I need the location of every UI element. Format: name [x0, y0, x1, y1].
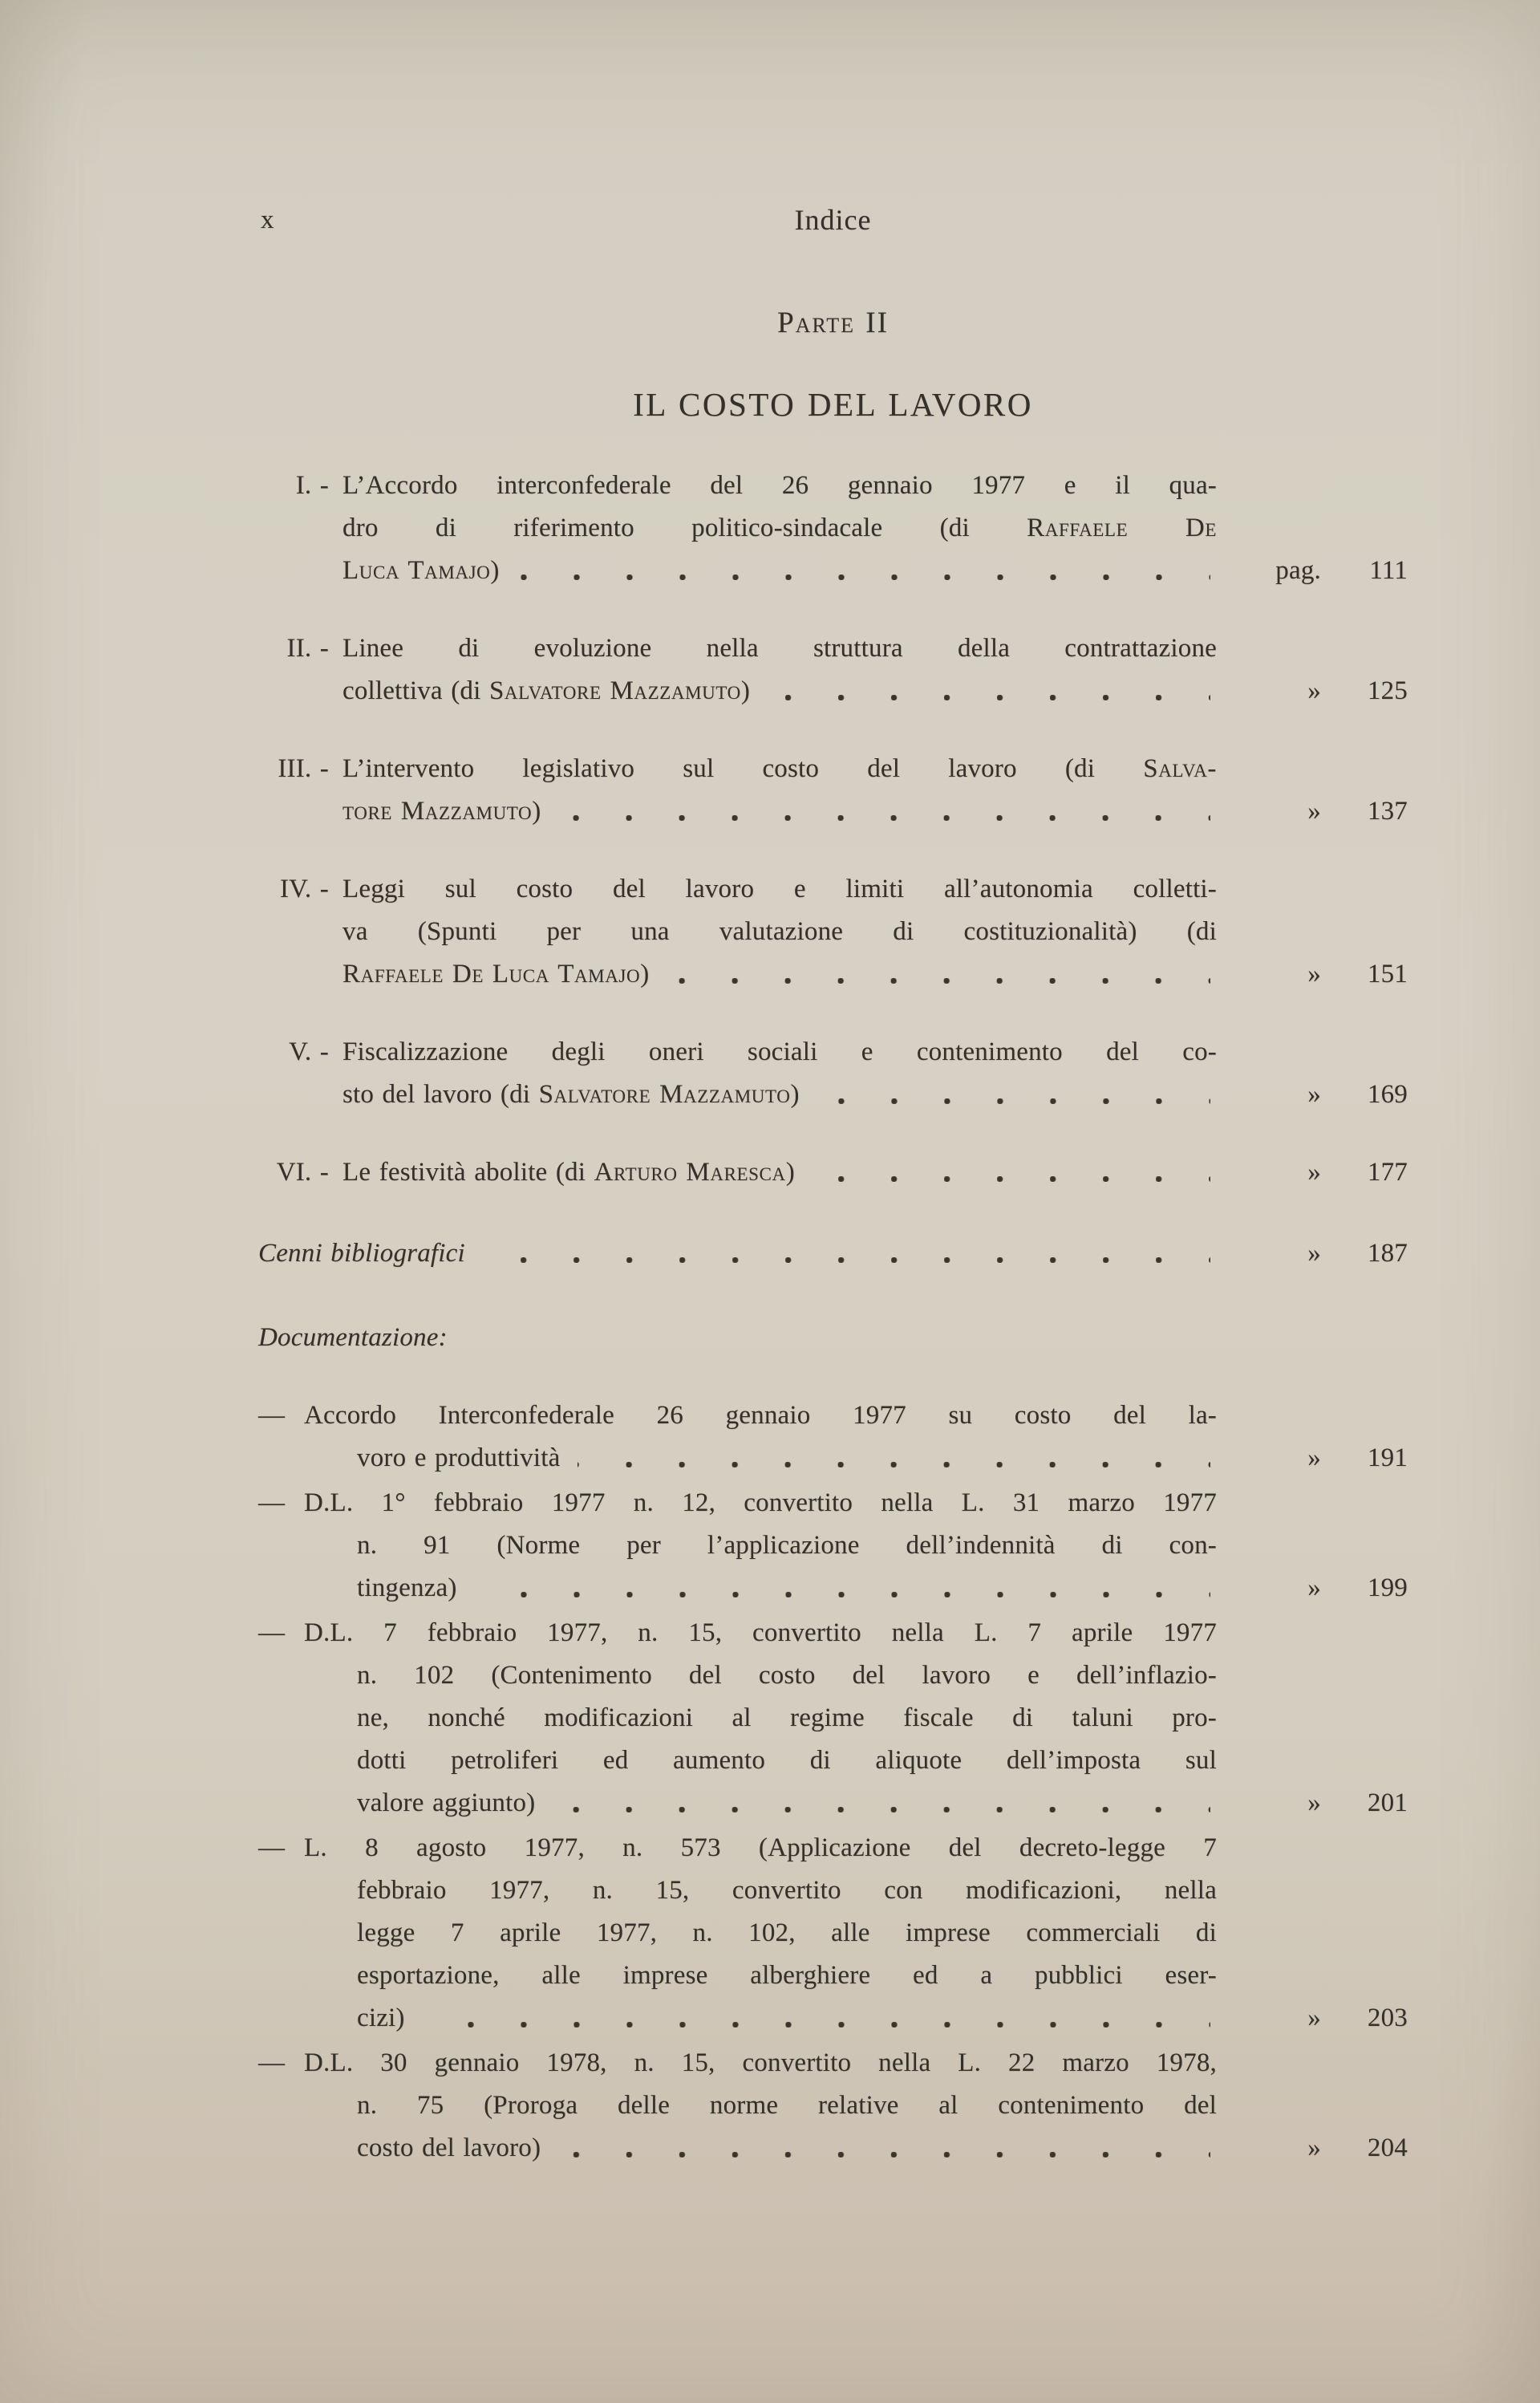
entry-roman-numeral: I. - [295, 471, 329, 500]
toc-entry [258, 1827, 1408, 2040]
author-name: Salva- [1143, 754, 1217, 783]
dot-leader [817, 1074, 1210, 1116]
entry-run: ) [640, 960, 650, 988]
page-ref-label: » [1307, 1573, 1321, 1602]
entry-run: Le festività abolite (di [342, 1158, 594, 1187]
author-name: Raffaele De Luca Tamajo [342, 960, 641, 988]
entry-line [357, 2127, 1217, 2170]
entry-line [357, 1869, 1217, 1912]
entry-line [357, 1437, 1217, 1480]
entry-line [342, 868, 1217, 911]
entry-run: ) [490, 556, 500, 585]
dot-leader [483, 1232, 1210, 1275]
page-ref-label: » [1307, 1080, 1321, 1109]
entry-dash-marker: — [258, 2048, 286, 2077]
entry-line [342, 550, 1217, 592]
entry-run: D.L. 30 gennaio 1978, n. 15, convertito nella L. 22 marzo 1978, [304, 2048, 1217, 2077]
part-heading: Parte II [777, 306, 889, 339]
dot-leader [667, 953, 1210, 996]
entry-line [258, 1317, 1408, 1359]
page-header [258, 199, 1408, 242]
entry-run: ) [740, 676, 751, 705]
page-ref-label: » [1307, 676, 1321, 705]
entry-line [342, 627, 1217, 670]
entry-run: collettiva (di [342, 676, 489, 705]
entry-run: Accordo Interconfederale 26 gennaio 1977 su costo del la- [304, 1401, 1217, 1430]
toc-entry [258, 627, 1408, 712]
dot-leader [475, 1567, 1210, 1609]
entry-dash-marker: — [258, 1833, 286, 1862]
toc-entry [258, 1482, 1408, 1609]
page-number: 191 [1367, 1443, 1408, 1472]
page-content [258, 199, 1408, 2170]
toc-entries [258, 465, 1408, 2170]
entry-run: D.L. 1° febbraio 1977 n. 12, convertito nella L. 31 marzo 1977 [304, 1488, 1217, 1517]
entry-line [342, 1074, 1217, 1116]
entry-run: voro e produttività [357, 1443, 561, 1472]
page-number: 187 [1367, 1239, 1408, 1268]
entry-dash-marker: — [258, 1618, 286, 1647]
section-title: IL COSTO DEL LAVORO [633, 386, 1033, 423]
dot-leader [423, 1997, 1210, 2040]
entry-line [357, 1567, 1217, 1609]
entry-line [357, 1739, 1217, 1782]
entry-run: legge 7 aprile 1977, n. 102, alle imprese commerciali di [357, 1918, 1217, 1947]
entry-line [342, 953, 1217, 996]
entry-roman-numeral: III. - [278, 754, 329, 783]
entry-run: Leggi sul costo del lavoro e limiti all’autonomia colletti- [342, 875, 1217, 903]
entry-run: sto del lavoro (di [342, 1080, 539, 1109]
page-ref-label: » [1307, 2003, 1321, 2032]
entry-text [342, 1151, 1217, 1194]
page-number: 204 [1367, 2133, 1408, 2162]
page-ref-label: » [1307, 1158, 1321, 1187]
entry-line [342, 507, 1217, 550]
folio-page-number: x [261, 205, 274, 234]
entry-line [342, 670, 1217, 712]
toc-entry [258, 1031, 1408, 1116]
entry-run: Linee di evoluzione nella struttura della contrattazione [342, 634, 1217, 663]
entry-text [304, 2042, 1217, 2170]
entry-run: ) [785, 1158, 795, 1187]
entry-run: n. 102 (Contenimento del costo del lavoro e dell’inflazio- [357, 1661, 1217, 1690]
entry-text [258, 1232, 1217, 1275]
page-ref-label: » [1307, 1443, 1321, 1472]
page-number: 177 [1367, 1158, 1408, 1187]
entry-run: L. 8 agosto 1977, n. 573 (Applicazione del decreto-legge 7 [304, 1833, 1217, 1862]
dot-leader [558, 2127, 1210, 2170]
entry-text [342, 465, 1217, 592]
page-ref-label: » [1307, 960, 1321, 988]
toc-entry [258, 465, 1408, 592]
author-name: Salvatore Mazzamuto [538, 1080, 791, 1109]
entry-line [357, 1997, 1217, 2040]
entry-run: Documentazione: [258, 1323, 448, 1352]
entry-run: Fiscalizzazione degli oneri sociali e contenimento del co- [342, 1037, 1217, 1066]
entry-text [304, 1612, 1217, 1825]
entry-roman-numeral: IV. - [279, 875, 329, 903]
entry-line [342, 465, 1217, 507]
toc-entry [258, 1394, 1408, 1480]
entry-roman-numeral: V. - [289, 1037, 329, 1066]
entry-run: cizi) [357, 2003, 405, 2032]
entry-line [357, 1954, 1217, 1997]
entry-text [258, 1317, 1408, 1359]
entry-run: ) [790, 1080, 800, 1109]
page-number: 201 [1367, 1788, 1408, 1817]
toc-entry [258, 1232, 1408, 1275]
entry-line [357, 1912, 1217, 1954]
toc-entry [258, 1612, 1408, 1825]
entry-text [304, 1482, 1217, 1609]
entry-text [342, 748, 1217, 833]
entry-line [342, 790, 1217, 833]
toc-entry [258, 1317, 1408, 1359]
entry-run: Cenni bibliografici [258, 1239, 465, 1268]
entry-run: febbraio 1977, n. 15, convertito con modificazioni, nella [357, 1876, 1217, 1905]
entry-text [342, 868, 1217, 996]
page-ref-label: » [1307, 1788, 1321, 1817]
entry-text [342, 1031, 1217, 1116]
dot-leader [768, 670, 1210, 712]
dot-leader [578, 1437, 1210, 1480]
entry-run: dro di riferimento politico-sindacale (di [342, 513, 1027, 542]
entry-text [342, 627, 1217, 712]
entry-line [357, 1782, 1217, 1825]
toc-entry [258, 868, 1408, 996]
entry-run: D.L. 7 febbraio 1977, n. 15, convertito nella L. 7 aprile 1977 [304, 1618, 1217, 1647]
page-number: 125 [1367, 676, 1408, 705]
dot-leader [553, 1782, 1210, 1825]
page-ref-label: pag. [1275, 556, 1321, 585]
entry-run: esportazione, alle imprese alberghiere ed a pubblici eser- [357, 1961, 1217, 1990]
entry-line [304, 1827, 1217, 1869]
entry-line [342, 1031, 1217, 1074]
author-name: Salvatore Mazzamuto [488, 676, 741, 705]
entry-line [357, 1654, 1217, 1697]
entry-dash-marker: — [258, 1488, 286, 1517]
page-ref-label: » [1307, 1239, 1321, 1268]
entry-line [342, 911, 1217, 953]
entry-dash-marker: — [258, 1401, 286, 1430]
entry-line [357, 1697, 1217, 1739]
page-number: 111 [1369, 556, 1408, 585]
entry-run: costo del lavoro) [357, 2133, 541, 2162]
entry-text [304, 1394, 1217, 1480]
entry-line [304, 1612, 1217, 1654]
entry-run: valore aggiunto) [357, 1788, 536, 1817]
dot-leader [558, 790, 1210, 833]
entry-run: ) [532, 797, 541, 826]
entry-line [304, 1482, 1217, 1524]
entry-run: tingenza) [357, 1573, 457, 1602]
entry-roman-numeral: VI. - [276, 1158, 329, 1187]
entry-run: n. 91 (Norme per l’applicazione dell’indennità di con- [357, 1531, 1217, 1560]
entry-run: L’intervento legislativo sul costo del lavoro (di [342, 754, 1144, 783]
entry-run: dotti petroliferi ed aumento di aliquote dell’imposta sul [357, 1746, 1217, 1775]
dot-leader [517, 550, 1210, 592]
running-title: Indice [794, 204, 872, 236]
entry-run: n. 75 (Proroga delle norme relative al contenimento del [357, 2091, 1217, 2120]
page-number: 137 [1367, 797, 1408, 826]
page-ref-label: » [1307, 797, 1321, 826]
entry-text [304, 1827, 1217, 2040]
entry-line [357, 2084, 1217, 2127]
entry-run: ne, nonché modificazioni al regime fiscale di taluni pro- [357, 1703, 1217, 1732]
author-name: Raffaele De [1027, 513, 1217, 542]
entry-line [304, 2042, 1217, 2084]
entry-line [304, 1394, 1217, 1437]
entry-line [357, 1524, 1217, 1567]
author-name: Luca Tamajo [342, 556, 491, 585]
entry-run: va (Spunti per una valutazione di costituzionalità) (di [342, 917, 1217, 946]
toc-entry [258, 748, 1408, 833]
page-number: 169 [1367, 1080, 1408, 1109]
author-name: tore Mazzamuto [342, 797, 533, 826]
toc-entry [258, 2042, 1408, 2170]
page-ref-label: » [1307, 2133, 1321, 2162]
entry-roman-numeral: II. - [286, 634, 329, 663]
entry-run: L’Accordo interconfederale del 26 gennaio 1977 e il qua- [342, 471, 1217, 500]
entry-line [258, 1232, 1217, 1275]
author-name: Arturo Maresca [594, 1158, 786, 1187]
dot-leader [813, 1151, 1210, 1194]
toc-entry [258, 1151, 1408, 1194]
page-number: 199 [1367, 1573, 1408, 1602]
entry-line [342, 748, 1217, 790]
page-number: 203 [1367, 2003, 1408, 2032]
entry-line [342, 1151, 1217, 1194]
page-number: 151 [1367, 960, 1408, 988]
